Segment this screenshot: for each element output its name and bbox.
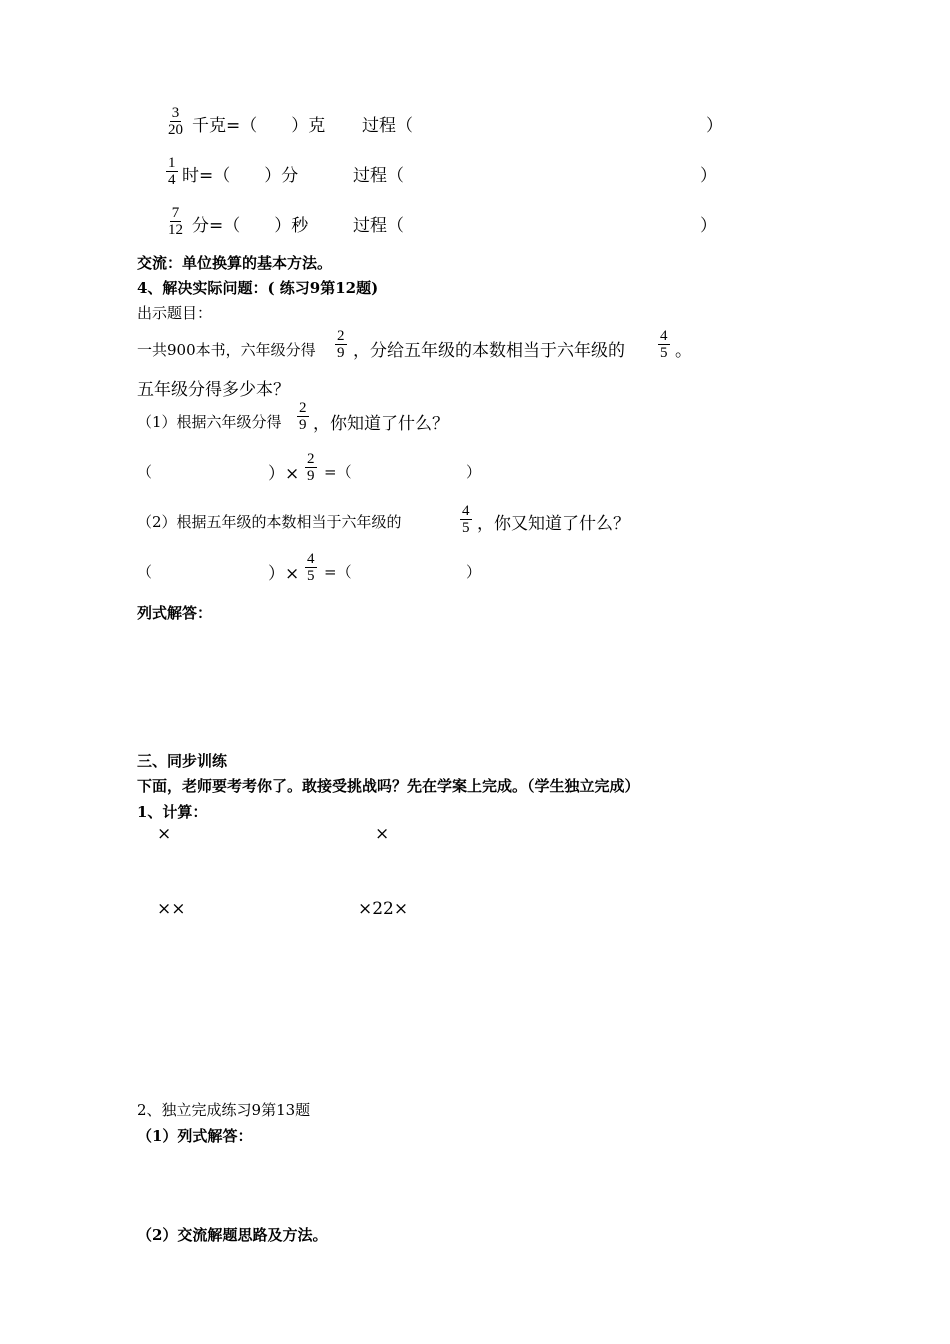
blank-close: ） <box>466 463 482 481</box>
calc-item-4: ×22× <box>358 899 409 919</box>
calc-heading: 1、计算： <box>137 803 208 821</box>
fraction-denominator: 5 <box>462 520 470 536</box>
answer-label: 列式解答： <box>137 604 213 622</box>
conversion-2-text: 时=（ ）分 <box>182 166 299 186</box>
fraction-numerator: 7 <box>171 205 180 221</box>
blank-mid: ）× <box>268 464 300 484</box>
fraction-4-5 <box>658 328 670 361</box>
fraction-denominator: 5 <box>660 345 668 361</box>
fraction-denominator: 5 <box>307 568 315 584</box>
conversion-2-close: ） <box>700 166 717 186</box>
conversion-1-text: 千克=（ ）克 <box>192 116 326 136</box>
fraction-numerator: 2 <box>299 400 307 416</box>
fraction-numerator: 1 <box>168 155 176 171</box>
question1-b: ，你知道了什么？ <box>313 414 449 434</box>
fraction-denominator: 9 <box>337 345 345 361</box>
fraction-7-12 <box>166 205 185 238</box>
fraction-numerator: 2 <box>337 328 345 344</box>
problem4-show: 出示题目： <box>137 304 213 322</box>
problem4-line1-a: 一共900本书，六年级分得 <box>137 341 316 359</box>
blank-mid: ）× <box>268 564 300 584</box>
conversion-1-close: ） <box>706 116 723 136</box>
calc-item-2: × <box>375 824 390 844</box>
item2-part2: （2）交流解题思路及方法。 <box>137 1226 328 1244</box>
fraction-2-9 <box>335 328 347 361</box>
conversion-2-process-label: 过程（ <box>353 166 404 186</box>
problem4-line1-b: ，分给五年级的本数相当于六年级的 <box>353 341 625 361</box>
blank-eq: =（ <box>324 563 352 581</box>
fraction-numerator: 4 <box>462 503 470 519</box>
problem4-line2: 五年级分得多少本？ <box>137 380 290 400</box>
question2-b: ，你又知道了什么？ <box>477 514 630 534</box>
fraction-denominator: 4 <box>168 172 176 188</box>
fraction-denominator: 12 <box>168 222 183 238</box>
blank-open: （ <box>137 563 153 581</box>
fraction-3-20 <box>166 105 185 138</box>
fraction-2-9 <box>305 451 317 484</box>
fraction-denominator: 20 <box>168 122 183 138</box>
exchange-note: 交流：单位换算的基本方法。 <box>137 254 333 272</box>
calc-item-1: × <box>157 824 172 844</box>
item2-heading: 2、独立完成练习9第13题 <box>137 1101 311 1119</box>
question2-a: （2）根据五年级的本数相当于六年级的 <box>137 513 402 531</box>
fraction-4-5 <box>460 503 472 536</box>
section3-intro: 下面，老师要考考你了。敢接受挑战吗？先在学案上完成。（学生独立完成） <box>137 777 640 795</box>
item2-part1: （1）列式解答： <box>137 1127 253 1145</box>
fraction-denominator: 9 <box>307 468 315 484</box>
problem4-heading: 4、解决实际问题：( 练习9第12题) <box>137 279 379 297</box>
fraction-numerator: 4 <box>660 328 668 344</box>
section3-title: 三、同步训练 <box>137 752 228 770</box>
fraction-numerator: 3 <box>171 105 180 121</box>
fraction-numerator: 2 <box>307 451 315 467</box>
fraction-4-5 <box>305 551 317 584</box>
blank-eq: =（ <box>324 463 352 481</box>
fraction-numerator: 4 <box>307 551 315 567</box>
fraction-1-4 <box>166 155 178 188</box>
conversion-1-process-label: 过程（ <box>362 116 413 136</box>
blank-open: （ <box>137 463 153 481</box>
conversion-3-text: 分=（ ）秒 <box>192 216 309 236</box>
blank-close: ） <box>466 563 482 581</box>
fraction-2-9 <box>297 400 309 433</box>
problem4-line1-c: 。 <box>675 341 692 361</box>
question1-a: （1）根据六年级分得 <box>137 413 282 431</box>
conversion-3-process-label: 过程（ <box>353 216 404 236</box>
conversion-3-close: ） <box>700 216 717 236</box>
calc-item-3: ×× <box>157 899 186 919</box>
fraction-denominator: 9 <box>299 417 307 433</box>
